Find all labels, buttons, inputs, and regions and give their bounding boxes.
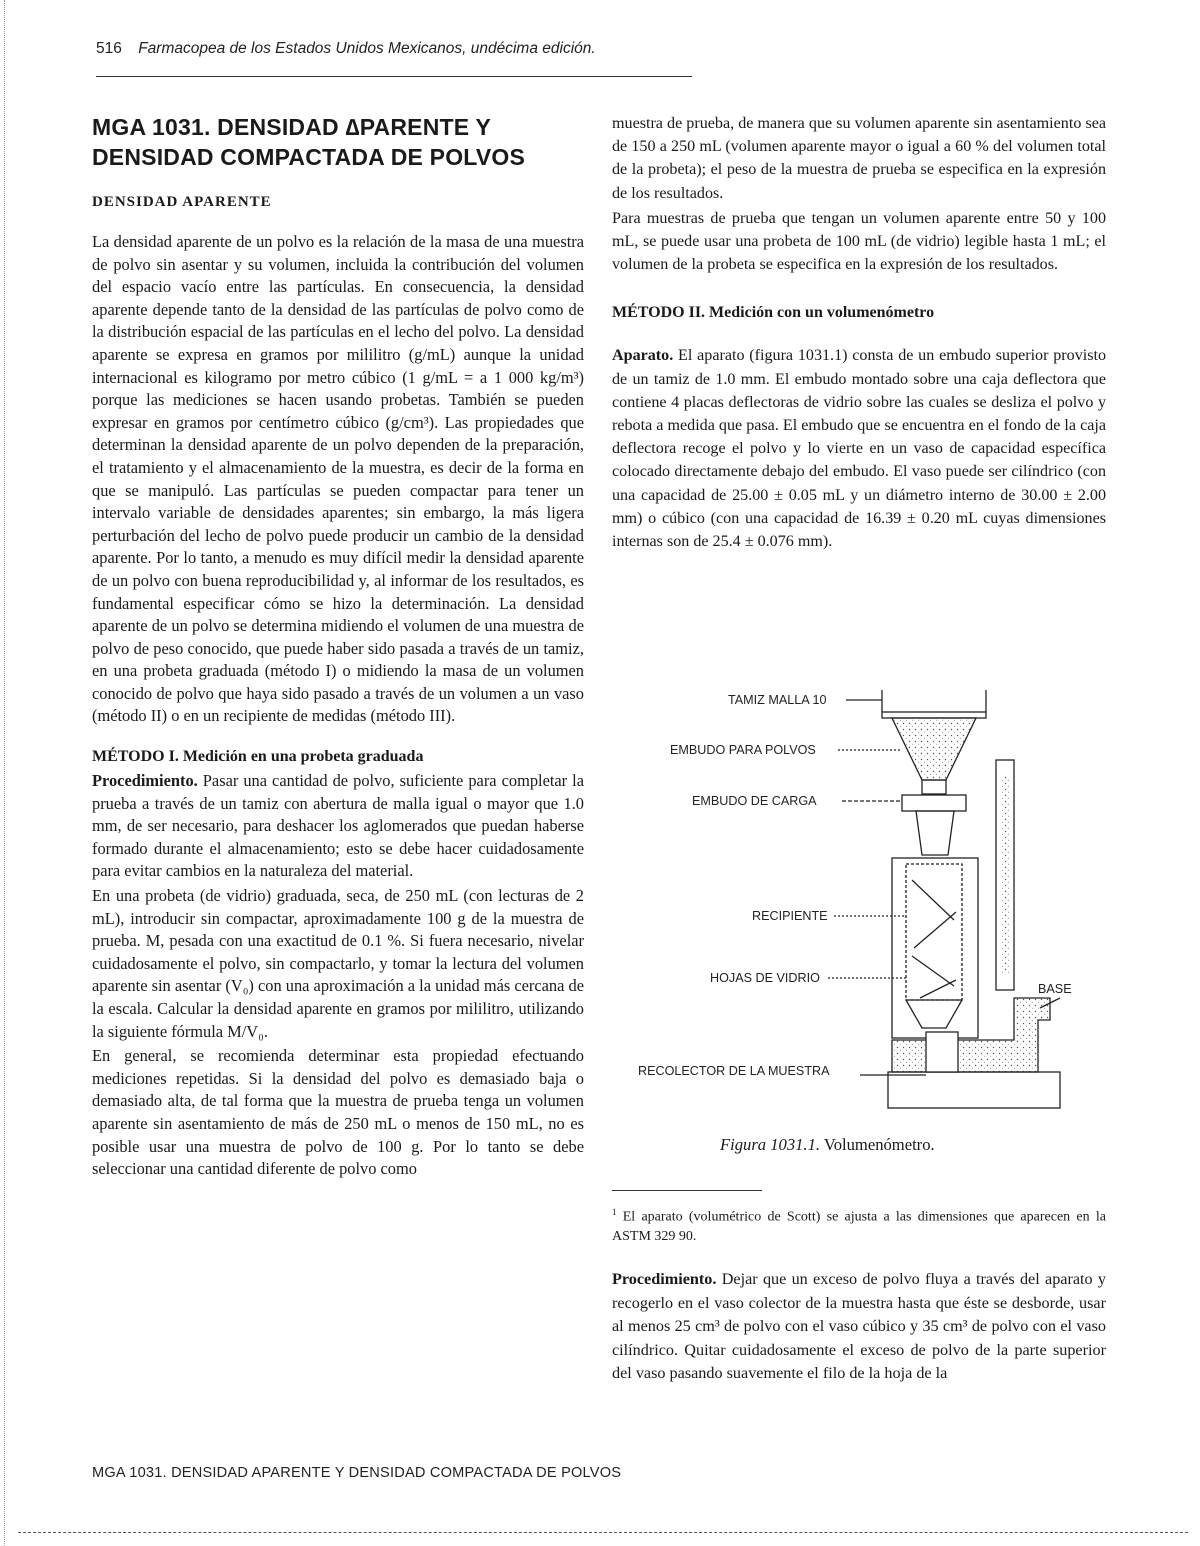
sample-cup — [926, 1032, 958, 1072]
apparatus-lead: Aparato. — [612, 347, 674, 365]
base-floor — [888, 1072, 1060, 1108]
left-column — [92, 112, 584, 1183]
footnote-rule — [612, 1190, 762, 1191]
volumenometer-figure — [620, 680, 1110, 1120]
continuation-paragraph: muestra de prueba, de manera que su volumen aparente sin asentamiento sea de 150 a 250 mL (volumen aparente mayor o igual a 60 % del volumen total de la probeta); el peso de la muestra de prueba se especifica en la expresión de los resultados. — [612, 115, 1106, 202]
page-number: 516 — [96, 40, 122, 57]
label-base: BASE — [1038, 982, 1072, 996]
apparatus-paragraph — [612, 344, 1106, 553]
label-hojas: HOJAS DE VIDRIO — [710, 971, 820, 985]
method1-procedure-lead: Procedimiento. — [92, 771, 198, 791]
loading-top — [902, 795, 966, 811]
figure-caption-text: Volumenómetro. — [820, 1135, 935, 1154]
footnote-marker: 1 — [612, 1207, 617, 1217]
running-header — [96, 40, 596, 58]
baffle-box — [892, 858, 978, 1038]
chapter-title-line1: MGA 1031. DENSIDAD ∆PARENTE Y — [92, 114, 492, 140]
method1-paragraph3: En general, se recomienda determinar esta propiedad efectuando mediciones repetidas. Si la densidad del polvo es demasiado baja o demasiado alta, de tal forma que la muestra de prueba tenga un volumen aparente sin asentamiento de más de 250 mL o menos de 150 mL, no es posible usar una muestra de polvo de 100 g. Por lo tanto se debe seleccionar una cantidad diferente de polvo como — [92, 1046, 584, 1179]
method1-heading: MÉTODO I. Medición en una probeta graduada — [92, 748, 424, 766]
method2-heading: MÉTODO II. Medición con un volumenómetro — [612, 304, 935, 322]
funnel-neck — [922, 780, 946, 794]
footnote — [612, 1203, 1106, 1246]
label-recipiente: RECIPIENTE — [752, 909, 828, 923]
glass-plate-1 — [912, 880, 954, 920]
section-heading: DENSIDAD APARENTE — [92, 194, 272, 210]
chapter-title-line2: DENSIDAD COMPACTADA DE POLVOS — [92, 144, 526, 170]
chapter-title — [92, 112, 584, 172]
method2-procedure-lead: Procedimiento. — [612, 1270, 717, 1288]
method1-procedure-text: Pasar una cantidad de polvo, suficiente para completar la prueba a través de un tamiz con abertura de malla igual o mayor que 1.0 mm, de ser necesario, para deshacer los aglomerados que puedan haberse formado durante el almacenamiento; esto se debe hacer cuidadosamente para evitar cambios en la naturaleza del material. — [92, 771, 584, 881]
powder-funnel — [892, 718, 976, 780]
method1-paragraph2: En una probeta (de vidrio) graduada, seca, de 250 mL (con lecturas de 2 mL), introducir sin compactar, aproximadamente 100 g de la muestra de prueba. M, pesada con una exactitud de 0.1 %. Si fuera necesario, nivelar cuidadosamente el polvo, sin compactarlo, y tomar la lectura del volumen aparente sin asentar (V₀) con una aproximación a la unidad más cercana de la escala. Calcular la densidad aparente en gramos por mililitro, utilizando la siguiente fórmula M/V₀. — [92, 886, 584, 1041]
footnote-text: El aparato (volumétrico de Scott) se ajusta a las dimensiones que aparecen en la ASTM 329 90. — [612, 1209, 1106, 1244]
right-paragraph2: Para muestras de prueba que tengan un volumen aparente entre 50 y 100 mL, se puede usar una probeta de 100 mL (de vidrio) legible hasta 1 mL; el volumen de la probeta se especifica en la expresión de los resultados. — [612, 209, 1106, 274]
scan-edge-marks — [4, 0, 5, 1546]
base — [892, 998, 1050, 1072]
publication-title: Farmacopea de los Estados Unidos Mexicanos, undécima edición. — [138, 40, 596, 57]
glass-plate-4 — [920, 980, 956, 998]
right-column — [612, 112, 1106, 555]
loading-funnel — [916, 811, 954, 855]
intro-paragraph: La densidad aparente de un polvo es la relación de la masa de una muestra de polvo sin asentar y su volumen, incluida la contribución del volumen del espacio vacío entre las partículas. En consecuencia, la densidad aparente depende tanto de la densidad de las partículas de polvo como de la distribución espacial de las partículas en el lecho del polvo. La densidad aparente se expresa en gramos por mililitro (g/mL) aunque la unidad internacional es kilogramo por metro cúbico (1 g/mL = a 1 000 kg/m³) porque las mediciones se hacen usando probetas. También se pueden expresar en gramos por centímetro cúbico (g/cm³). Las propiedades que determinan la densidad aparente de un polvo dependen de la preparación, el tratamiento y el almacenamiento de la muestra, es decir de la forma en que se manipuló. Las partículas se pueden compactar para tener un intervalo variable de densidades aparentes; sin embargo, la más ligera perturbación del lecho de polvo puede producir un cambio de la densidad aparente. Por lo tanto, a menudo es muy difícil medir la densidad aparente de un polvo con buena reproducibilidad y, al informar de los resultados, es fundamental especificar cómo se hizo la determinación. La densidad aparente de un polvo se determina midiendo el volumen de una muestra de polvo de peso conocido, que puede haber sido pasada a través de un tamiz, en una probeta graduada (método I) o midiendo la masa de un volumen conocido de polvo que haya sido pasado a través de un volumen a un vaso (método II) o en un recipiente de medidas (método III). — [92, 232, 584, 726]
figure-caption-number: Figura 1031.1. — [720, 1135, 821, 1154]
glass-plate-2 — [914, 912, 956, 948]
label-embudo-carga: EMBUDO DE CARGA — [692, 794, 817, 808]
label-tamiz: TAMIZ MALLA 10 — [728, 693, 827, 707]
label-recolector: RECOLECTOR DE LA MUESTRA — [638, 1064, 830, 1078]
running-footer: MGA 1031. DENSIDAD APARENTE Y DENSIDAD COMPACTADA DE POLVOS — [92, 1465, 622, 1481]
method2-procedure-text: Dejar que un exceso de polvo fluya a través del aparato y recogerlo en el vaso colector de la muestra hasta que éste se desborde, usar al menos 25 cm³ de polvo con el vaso cúbico y 35 cm³ de polvo con el vaso cilíndrico. Quitar cuidadosamente el exceso de polvo de la parte superior del vaso pasando suavemente el filo de la hoja de la — [612, 1270, 1106, 1383]
label-embudo-polvos: EMBUDO PARA POLVOS — [670, 743, 816, 757]
figure-caption — [720, 1135, 935, 1155]
method1-procedure — [92, 770, 584, 883]
sieve — [882, 712, 986, 718]
footer-rule — [18, 1532, 1188, 1533]
right-column-bottom — [612, 1268, 1106, 1388]
apparatus-text: El aparato (figura 1031.1) consta de un embudo superior provisto de un tamiz de 1.0 mm. El embudo montado sobre una caja deflectora que contiene 4 placas deflectoras de vidrio sobre las cuales se desliza el polvo y rebota a medida que pasa. El embudo que se encuentra en el fondo de la caja deflectora recoge el polvo y lo vierte en un vaso de capacidad específica colocado directamente debajo del embudo. El vaso puede ser cilíndrico (con una capacidad de 25.00 ± 0.05 mL y un diámetro interno de 30.00 ± 2.00 mm) o cúbico (con una capacidad de 16.39 ± 0.20 mL cuyas dimensiones internas son de 25.4 ± 0.076 mm). — [612, 347, 1106, 551]
bottom-funnel — [906, 1000, 962, 1028]
glass-plate-3 — [912, 956, 954, 986]
method2-procedure — [612, 1268, 1106, 1386]
header-rule — [96, 76, 692, 77]
baffle-inner — [906, 864, 962, 1000]
